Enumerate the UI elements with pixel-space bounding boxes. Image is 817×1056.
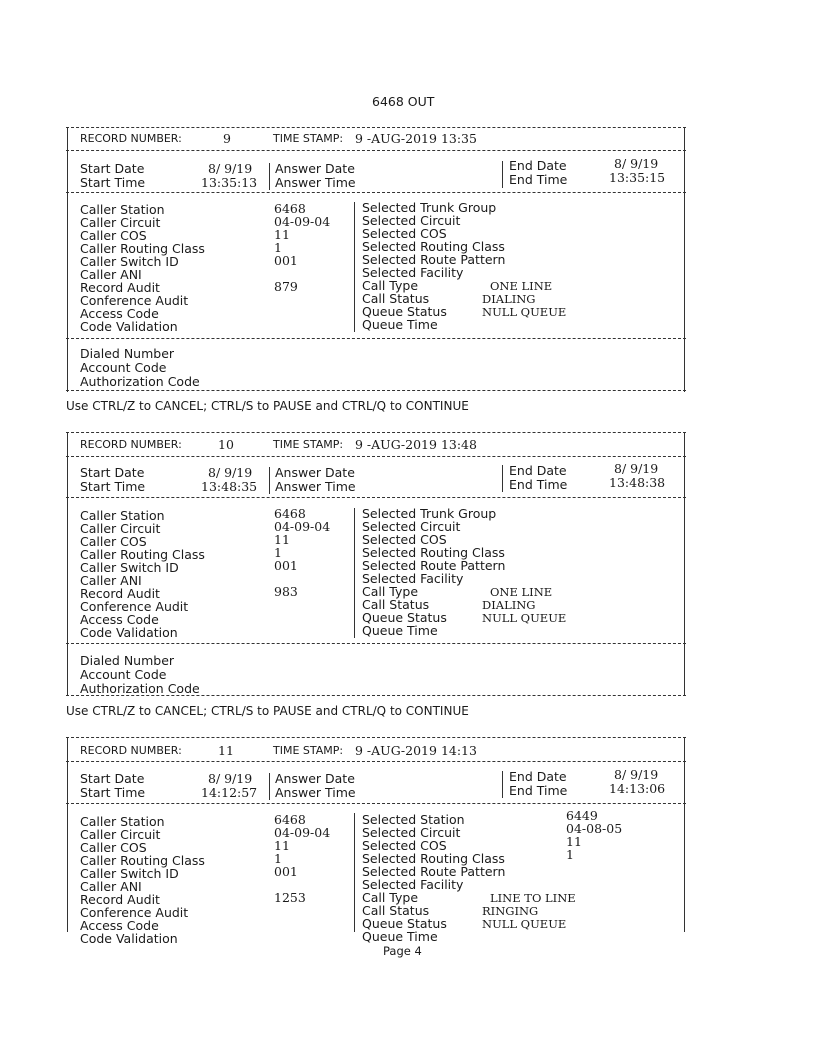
code-validation-label: Code Validation: [80, 625, 178, 640]
divider: [66, 695, 686, 696]
divider: [66, 192, 686, 193]
end-date-value: 8/ 9/19: [614, 156, 659, 171]
caller-cos-label: Caller COS: [80, 534, 147, 549]
answer-date-label: Answer Date: [275, 161, 355, 176]
divider: [502, 161, 503, 188]
divider: [684, 127, 685, 392]
divider: [66, 456, 686, 457]
caller-routing-class-label: Caller Routing Class: [80, 547, 205, 562]
start-time-label: Start Time: [80, 479, 146, 494]
divider: [684, 737, 685, 932]
end-date-label: End Date: [509, 769, 567, 784]
queue-status-label: Queue Status: [362, 916, 447, 931]
end-date-label: End Date: [509, 158, 567, 173]
selected-circuit-label: Selected Circuit: [362, 519, 461, 534]
time-stamp-value: 9 -AUG-2019 14:13: [355, 743, 477, 758]
caller-station-value: 6468: [274, 506, 306, 521]
caller-switch-id-value: 001: [274, 253, 298, 268]
record-audit-label: Record Audit: [80, 892, 160, 907]
caller-circuit-value: 04-09-04: [274, 825, 331, 840]
selected-circuit-value: 04-08-05: [566, 821, 623, 836]
caller-switch-id-label: Caller Switch ID: [80, 254, 179, 269]
caller-circuit-label: Caller Circuit: [80, 827, 161, 842]
end-time-value: 13:48:38: [609, 475, 666, 490]
call-status-label: Call Status: [362, 597, 430, 612]
conference-audit-label: Conference Audit: [80, 599, 189, 614]
queue-time-label: Queue Time: [362, 317, 438, 332]
caller-ani-label: Caller ANI: [80, 267, 142, 282]
selected-routing-class-value: 1: [566, 847, 574, 862]
start-time-value: 13:35:13: [201, 175, 258, 190]
end-time-label: End Time: [509, 783, 568, 798]
divider: [66, 127, 686, 128]
selected-cos-label: Selected COS: [362, 226, 447, 241]
call-type-value: LINE TO LINE: [490, 891, 576, 905]
selected-trunk-group-label: Selected Trunk Group: [362, 200, 497, 215]
end-date-label: End Date: [509, 463, 567, 478]
queue-time-label: Queue Time: [362, 623, 438, 638]
divider: [66, 432, 686, 433]
selected-route-pattern-label: Selected Route Pattern: [362, 252, 506, 267]
record-audit-label: Record Audit: [80, 280, 160, 295]
call-status-value: RINGING: [482, 904, 539, 918]
answer-time-label: Answer Time: [275, 479, 356, 494]
caller-routing-class-label: Caller Routing Class: [80, 853, 205, 868]
access-code-label: Access Code: [80, 918, 159, 933]
dialed-number-label: Dialed Number: [80, 653, 175, 668]
selected-circuit-label: Selected Circuit: [362, 213, 461, 228]
divider: [269, 773, 270, 800]
page-title: 6468 OUT: [372, 94, 435, 109]
answer-date-label: Answer Date: [275, 771, 355, 786]
selected-cos-label: Selected COS: [362, 532, 447, 547]
divider: [684, 432, 685, 696]
end-time-label: End Time: [509, 172, 568, 187]
end-time-label: End Time: [509, 477, 568, 492]
dialed-number-label: Dialed Number: [80, 346, 175, 361]
end-time-value: 14:13:06: [609, 781, 666, 796]
caller-switch-id-label: Caller Switch ID: [80, 866, 179, 881]
divider: [269, 467, 270, 494]
selected-route-pattern-label: Selected Route Pattern: [362, 864, 506, 879]
divider: [502, 465, 503, 492]
time-stamp-label: TIME STAMP:: [273, 438, 344, 451]
divider: [66, 803, 686, 804]
selected-facility-label: Selected Facility: [362, 571, 464, 586]
call-type-label: Call Type: [362, 584, 419, 599]
queue-status-value: NULL QUEUE: [482, 611, 567, 625]
end-date-value: 8/ 9/19: [614, 461, 659, 476]
caller-cos-label: Caller COS: [80, 228, 147, 243]
selected-trunk-group-label: Selected Trunk Group: [362, 506, 497, 521]
time-stamp-label: TIME STAMP:: [273, 132, 344, 145]
record-number-value: 9: [223, 131, 231, 146]
divider: [67, 432, 68, 696]
divider: [66, 761, 686, 762]
caller-routing-class-value: 1: [274, 851, 282, 866]
caller-circuit-label: Caller Circuit: [80, 215, 161, 230]
queue-status-label: Queue Status: [362, 304, 447, 319]
end-date-value: 8/ 9/19: [614, 767, 659, 782]
answer-time-label: Answer Time: [275, 785, 356, 800]
selected-circuit-label: Selected Circuit: [362, 825, 461, 840]
selected-routing-class-label: Selected Routing Class: [362, 851, 505, 866]
call-type-value: ONE LINE: [490, 585, 553, 599]
call-status-value: DIALING: [482, 598, 536, 612]
start-time-label: Start Time: [80, 785, 146, 800]
divider: [66, 497, 686, 498]
call-status-label: Call Status: [362, 903, 430, 918]
caller-circuit-label: Caller Circuit: [80, 521, 161, 536]
record-audit-value: 1253: [274, 890, 306, 905]
access-code-label: Access Code: [80, 612, 159, 627]
conference-audit-label: Conference Audit: [80, 905, 189, 920]
queue-status-label: Queue Status: [362, 610, 447, 625]
queue-status-value: NULL QUEUE: [482, 305, 567, 319]
code-validation-label: Code Validation: [80, 319, 178, 334]
selected-facility-label: Selected Facility: [362, 265, 464, 280]
start-date-label: Start Date: [80, 771, 145, 786]
start-date-value: 8/ 9/19: [208, 771, 253, 786]
record-number-label: RECORD NUMBER:: [80, 132, 182, 145]
call-status-value: DIALING: [482, 292, 536, 306]
conference-audit-label: Conference Audit: [80, 293, 189, 308]
caller-cos-value: 11: [274, 838, 290, 853]
answer-date-label: Answer Date: [275, 465, 355, 480]
time-stamp-label: TIME STAMP:: [273, 744, 344, 757]
record-number-label: RECORD NUMBER:: [80, 438, 182, 451]
divider: [269, 163, 270, 190]
caller-routing-class-value: 1: [274, 545, 282, 560]
divider: [67, 737, 68, 932]
selected-facility-label: Selected Facility: [362, 877, 464, 892]
authorization-code-label: Authorization Code: [80, 374, 200, 389]
start-time-label: Start Time: [80, 175, 146, 190]
record-audit-label: Record Audit: [80, 586, 160, 601]
divider: [66, 150, 686, 151]
record-number-value: 10: [218, 437, 234, 452]
record-audit-value: 983: [274, 584, 298, 599]
caller-ani-label: Caller ANI: [80, 879, 142, 894]
caller-switch-id-label: Caller Switch ID: [80, 560, 179, 575]
divider: [66, 338, 686, 339]
caller-station-label: Caller Station: [80, 814, 165, 829]
account-code-label: Account Code: [80, 667, 167, 682]
record-number-value: 11: [218, 743, 234, 758]
start-time-value: 14:12:57: [201, 785, 258, 800]
selected-routing-class-label: Selected Routing Class: [362, 239, 505, 254]
caller-switch-id-value: 001: [274, 558, 298, 573]
caller-station-value: 6468: [274, 812, 306, 827]
selected-cos-value: 11: [566, 834, 582, 849]
authorization-code-label: Authorization Code: [80, 681, 200, 696]
account-code-label: Account Code: [80, 360, 167, 375]
call-type-value: ONE LINE: [490, 279, 553, 293]
caller-cos-value: 11: [274, 227, 290, 242]
record-audit-value: 879: [274, 279, 298, 294]
answer-time-label: Answer Time: [275, 175, 356, 190]
selected-cos-label: Selected COS: [362, 838, 447, 853]
time-stamp-value: 9 -AUG-2019 13:48: [355, 437, 477, 452]
start-date-value: 8/ 9/19: [208, 465, 253, 480]
start-date-label: Start Date: [80, 161, 145, 176]
caller-circuit-value: 04-09-04: [274, 214, 331, 229]
continue-prompt: Use CTRL/Z to CANCEL; CTRL/S to PAUSE and CTRL/Q to CONTINUE: [66, 704, 469, 718]
queue-time-label: Queue Time: [362, 929, 438, 944]
caller-routing-class-label: Caller Routing Class: [80, 241, 205, 256]
caller-routing-class-value: 1: [274, 240, 282, 255]
code-validation-label: Code Validation: [80, 931, 178, 946]
divider: [354, 813, 355, 932]
page-number: Page 4: [383, 944, 422, 958]
start-date-value: 8/ 9/19: [208, 161, 253, 176]
time-stamp-value: 9 -AUG-2019 13:35: [355, 131, 477, 146]
caller-station-label: Caller Station: [80, 508, 165, 523]
divider: [66, 643, 686, 644]
access-code-label: Access Code: [80, 306, 159, 321]
caller-cos-value: 11: [274, 532, 290, 547]
start-time-value: 13:48:35: [201, 479, 258, 494]
selected-station-value: 6449: [566, 808, 598, 823]
end-time-value: 13:35:15: [609, 170, 666, 185]
divider: [502, 771, 503, 798]
divider: [354, 508, 355, 638]
queue-status-value: NULL QUEUE: [482, 917, 567, 931]
divider: [354, 202, 355, 332]
caller-cos-label: Caller COS: [80, 840, 147, 855]
call-status-label: Call Status: [362, 291, 430, 306]
caller-station-label: Caller Station: [80, 202, 165, 217]
selected-route-pattern-label: Selected Route Pattern: [362, 558, 506, 573]
selected-routing-class-label: Selected Routing Class: [362, 545, 505, 560]
caller-ani-label: Caller ANI: [80, 573, 142, 588]
selected-station-label: Selected Station: [362, 812, 465, 827]
divider: [67, 127, 68, 392]
call-type-label: Call Type: [362, 278, 419, 293]
record-number-label: RECORD NUMBER:: [80, 744, 182, 757]
caller-circuit-value: 04-09-04: [274, 519, 331, 534]
continue-prompt: Use CTRL/Z to CANCEL; CTRL/S to PAUSE and CTRL/Q to CONTINUE: [66, 399, 469, 413]
caller-switch-id-value: 001: [274, 864, 298, 879]
caller-station-value: 6468: [274, 201, 306, 216]
divider: [66, 737, 686, 738]
call-type-label: Call Type: [362, 890, 419, 905]
start-date-label: Start Date: [80, 465, 145, 480]
divider: [66, 390, 686, 391]
